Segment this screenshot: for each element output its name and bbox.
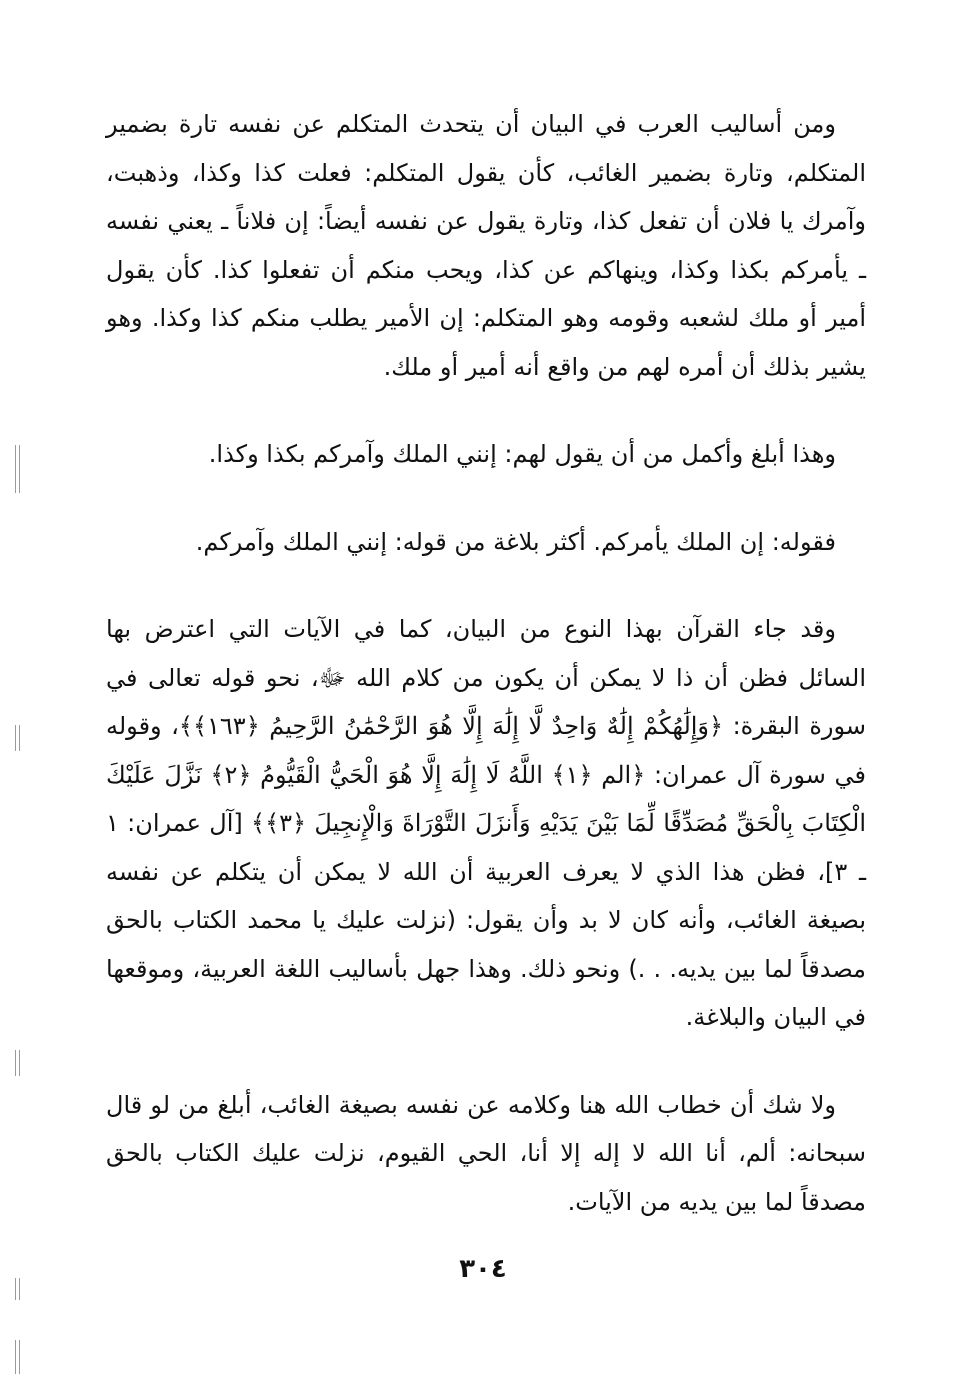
paragraph-1: [106, 100, 866, 391]
paragraph-2-text: وهذا أبلغ وأكمل من أن يقول لهم: إنني الملك وآمركم بكذا وكذا.: [208, 440, 836, 468]
scan-artifact-mark: [19, 445, 20, 493]
scan-artifact-mark: [15, 1278, 16, 1300]
paragraph-4: [106, 605, 866, 1042]
paragraph-2: [106, 430, 866, 479]
scan-artifact-mark: [15, 725, 16, 751]
page-number: ٣٠٤: [459, 1254, 507, 1284]
scan-artifact-mark: [15, 445, 16, 493]
scan-artifact-mark: [15, 1050, 16, 1076]
quran-verse-al-imran: ﴿الم ﴿١﴾ اللَّهُ لَا إِلَٰهَ إِلَّا هُوَ الْحَيُّ الْقَيُّومُ ﴿٢﴾ نَزَّلَ عَلَيْكَ الْكِتَابَ بِالْحَقِّ مُصَدِّقًا لِّمَا بَيْنَ يَدَيْهِ وَأَنزَلَ التَّوْرَاةَ وَالْإِنجِيلَ ﴿٣﴾﴾: [106, 760, 867, 837]
body-text: [106, 100, 866, 1226]
paragraph-4-text-end: [آل عمران: ١ ـ ٣]، فظن هذا الذي لا يعرف العربية أن الله لا يمكن أن يتكلم عن نفسه بصيغة الغائب، وأنه كان لا بد وأن يقول: (نزلت عليك يا محمد الكتاب بالحق مصدقاً لما بين يديه. . .) ونحو ذلك. وهذا جهل بأساليب اللغة العربية، وموقعها في البيان والبلاغة.: [106, 809, 866, 1031]
scan-artifact-mark: [19, 1340, 20, 1374]
scan-artifact-mark: [19, 1278, 20, 1300]
quran-verse-baqarah: ﴿وَإِلَٰهُكُمْ إِلَٰهٌ وَاحِدٌ لَّا إِلَٰهَ إِلَّا هُوَ الرَّحْمَٰنُ الرَّحِيمُ ﴿١٦٣﴾﴾: [178, 712, 724, 740]
paragraph-3-text: فقوله: إن الملك يأمركم. أكثر بلاغة من قوله: إنني الملك وآمركم.: [195, 527, 836, 556]
paragraph-4-text-intro: وقد جاء القرآن بهذا النوع من البيان، كما في الآيات التي اعترض بها السائل فظن أن ذا لا يمكن أن يكون من كلام الله ﷻ، نحو قوله تعالى في سورة البقرة:: [106, 615, 867, 740]
scan-artifact-mark: [15, 1340, 16, 1374]
scan-artifact-mark: [19, 1050, 20, 1076]
scan-artifact-mark: [19, 725, 20, 751]
paragraph-1-text: ومن أساليب العرب في البيان أن يتحدث المتكلم عن نفسه تارة بضمير المتكلم، وتارة بضمير الغائب، كأن يقول المتكلم: فعلت كذا وكذا، وذهبت، وآمرك يا فلان أن تفعل كذا، وتارة يقول عن نفسه أيضاً: إن فلاناً ـ يعني نفسه ـ يأمركم بكذا وكذا، وينهاكم عن كذا، ويحب منكم أن تفعلوا كذا. كأن يقول أمير أو ملك لشعبه وقومه وهو المتكلم: إن الأمير يطلب منكم كذا وكذا. وهو يشير بذلك أن أمره لهم من واقع أنه أمير أو ملك.: [106, 110, 866, 381]
paragraph-5: [106, 1081, 866, 1227]
paragraph-3: [106, 518, 866, 567]
paragraph-5-text: ولا شك أن خطاب الله هنا وكلامه عن نفسه بصيغة الغائب، أبلغ من لو قال سبحانه: ألم، أنا الله لا إله إلا أنا، الحي القيوم، نزلت عليك الكتاب بالحق مصدقاً لما بين يديه من الآيات.: [106, 1090, 866, 1216]
paragraph-4-text-middle: ، وقوله في سورة آل عمران:: [106, 712, 866, 789]
